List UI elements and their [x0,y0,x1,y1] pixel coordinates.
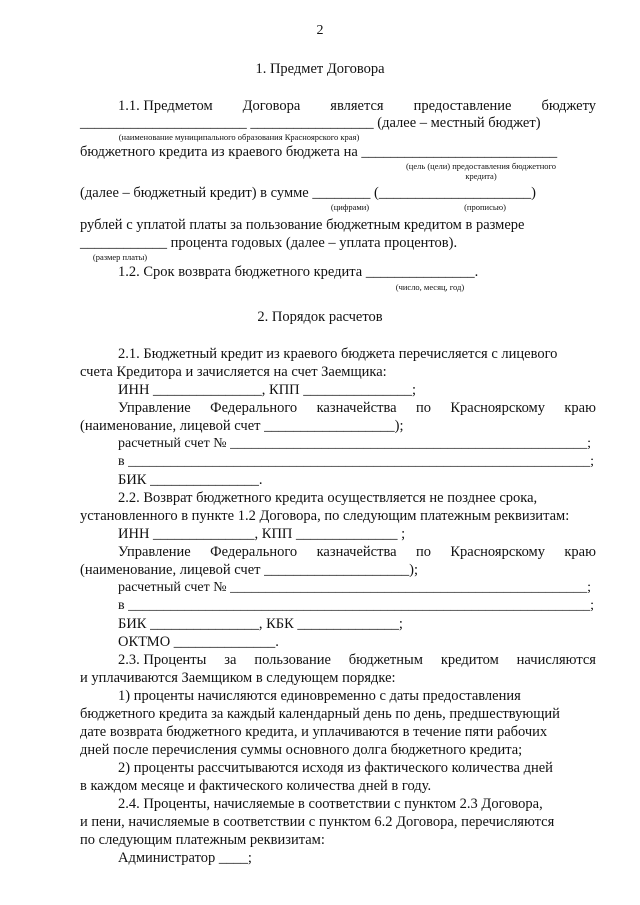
caption-credit-purpose-1: (цель (цели) предоставления бюджетного [405,161,557,171]
word: Управление [118,400,191,416]
word: 2.3. Проценты [118,652,207,668]
word: Управление [118,544,191,560]
clause-2-2-treasury-line [118,543,596,561]
word: 1.1. Предметом [118,98,213,114]
word: кредитом [440,652,499,668]
clause-2-2-account-line: (наименование, лицевой счет ____________________); [80,562,418,578]
caption-date: (число, месяц, год) [395,282,465,292]
word: за [224,652,237,668]
caption-municipality-name: (наименование муниципального образования Красноярского края) [118,132,360,142]
word: Федерального [210,544,298,560]
section-1-heading: 1. Предмет Договора [255,61,385,77]
word: Федерального [210,400,298,416]
word: по [415,400,431,416]
clause-2-3-line-1 [118,651,596,669]
page-number: 2 [316,23,324,38]
clause-2-1-line-2: счета Кредитора и зачисляется на счет Заемщика: [80,364,387,380]
clause-1-1-line-2: _______________________ _________________ (далее – местный бюджет) [80,115,541,131]
section-2-heading: 2. Порядок расчетов [257,309,383,325]
clause-2-1-line-1: 2.1. Бюджетный кредит из краевого бюджета перечисляется с лицевого [118,346,558,362]
clause-1-2-line: 1.2. Срок возврата бюджетного кредита _______________. [118,264,479,280]
clause-2-1-bank: в __________________________________________________________________; [118,454,594,469]
clause-2-2-line-1: 2.2. Возврат бюджетного кредита осуществляется не позднее срока, [118,490,538,506]
word: Договора [242,98,301,114]
word: Красноярскому [450,544,545,560]
word: казначейства [316,544,397,560]
clause-2-2-bik-kbk: БИК _______________, КБК ______________; [118,616,403,632]
clause-2-2-bank: в __________________________________________________________________; [118,598,594,613]
clause-2-2-inn-kpp: ИНН ______________, КПП ______________ ; [118,526,406,542]
caption-digits: (цифрами) [330,202,370,212]
clause-2-2-settlement-account: расчетный счет № ___________________________________________________; [118,580,591,595]
word: начисляются [516,652,596,668]
clause-2-1-bik: БИК _______________. [118,472,263,488]
word: является [330,98,384,114]
caption-in-words: (прописью) [464,202,506,212]
word: пользование [254,652,331,668]
clause-2-3-item-1-line-3: дате возврата бюджетного кредита, и уплачиваются в течение пяти рабочих [80,724,548,740]
clause-2-4-administrator: Администратор ____; [118,850,252,866]
clause-2-4-line-3: по следующим платежным реквизитам: [80,832,325,848]
word: казначейства [316,400,397,416]
clause-2-3-line-2: и уплачиваются Заемщиком в следующем порядке: [80,670,396,686]
clause-1-1-line-6: ____________ процента годовых (далее – уплата процентов). [80,235,458,251]
clause-1-1-line-1 [118,97,596,115]
clause-2-4-line-1: 2.4. Проценты, начисляемые в соответствии с пунктом 2.3 Договора, [118,796,543,812]
clause-2-2-oktmo: ОКТМО ______________. [118,634,279,650]
clause-1-1-line-4: (далее – бюджетный кредит) в сумме ________ (_____________________) [80,185,536,201]
clause-2-3-item-1-line-1: 1) проценты начисляются единовременно с даты предоставления [118,688,521,704]
clause-2-2-line-2: установленного в пункте 1.2 Договора, по следующим платежным реквизитам: [80,508,570,524]
caption-credit-purpose-2: кредита) [465,171,497,181]
clause-2-3-item-1-line-2: бюджетного кредита за каждый календарный день по день, предшествующий [80,706,560,722]
clause-2-4-line-2: и пени, начисляемые в соответствии с пунктом 6.2 Договора, перечисляются [80,814,555,830]
word: краю [564,544,596,560]
word: предоставление [413,98,512,114]
word: бюджетным [348,652,423,668]
word: бюджету [541,98,596,114]
clause-2-1-inn-kpp: ИНН _______________, КПП _______________; [118,382,417,398]
clause-1-1-line-5: рублей с уплатой платы за пользование бюджетным кредитом в размере [80,217,525,233]
word: краю [564,400,596,416]
clause-2-3-item-2-line-1: 2) проценты рассчитываются исходя из фактического количества дней [118,760,553,776]
word: Красноярскому [450,400,545,416]
clause-1-1-line-3: бюджетного кредита из краевого бюджета на ___________________________ [80,144,558,160]
clause-2-3-item-1-line-4: дней после перечисления суммы основного долга бюджетного кредита; [80,742,523,758]
clause-2-1-treasury-line [118,399,596,417]
clause-2-1-settlement-account: расчетный счет № ___________________________________________________; [118,436,591,451]
clause-2-1-account-line: (наименование, лицевой счет __________________); [80,418,404,434]
caption-fee-size: (размер платы) [92,252,148,262]
clause-2-3-item-2-line-2: в каждом месяце и фактического количества дней в году. [80,778,432,794]
word: по [415,544,431,560]
